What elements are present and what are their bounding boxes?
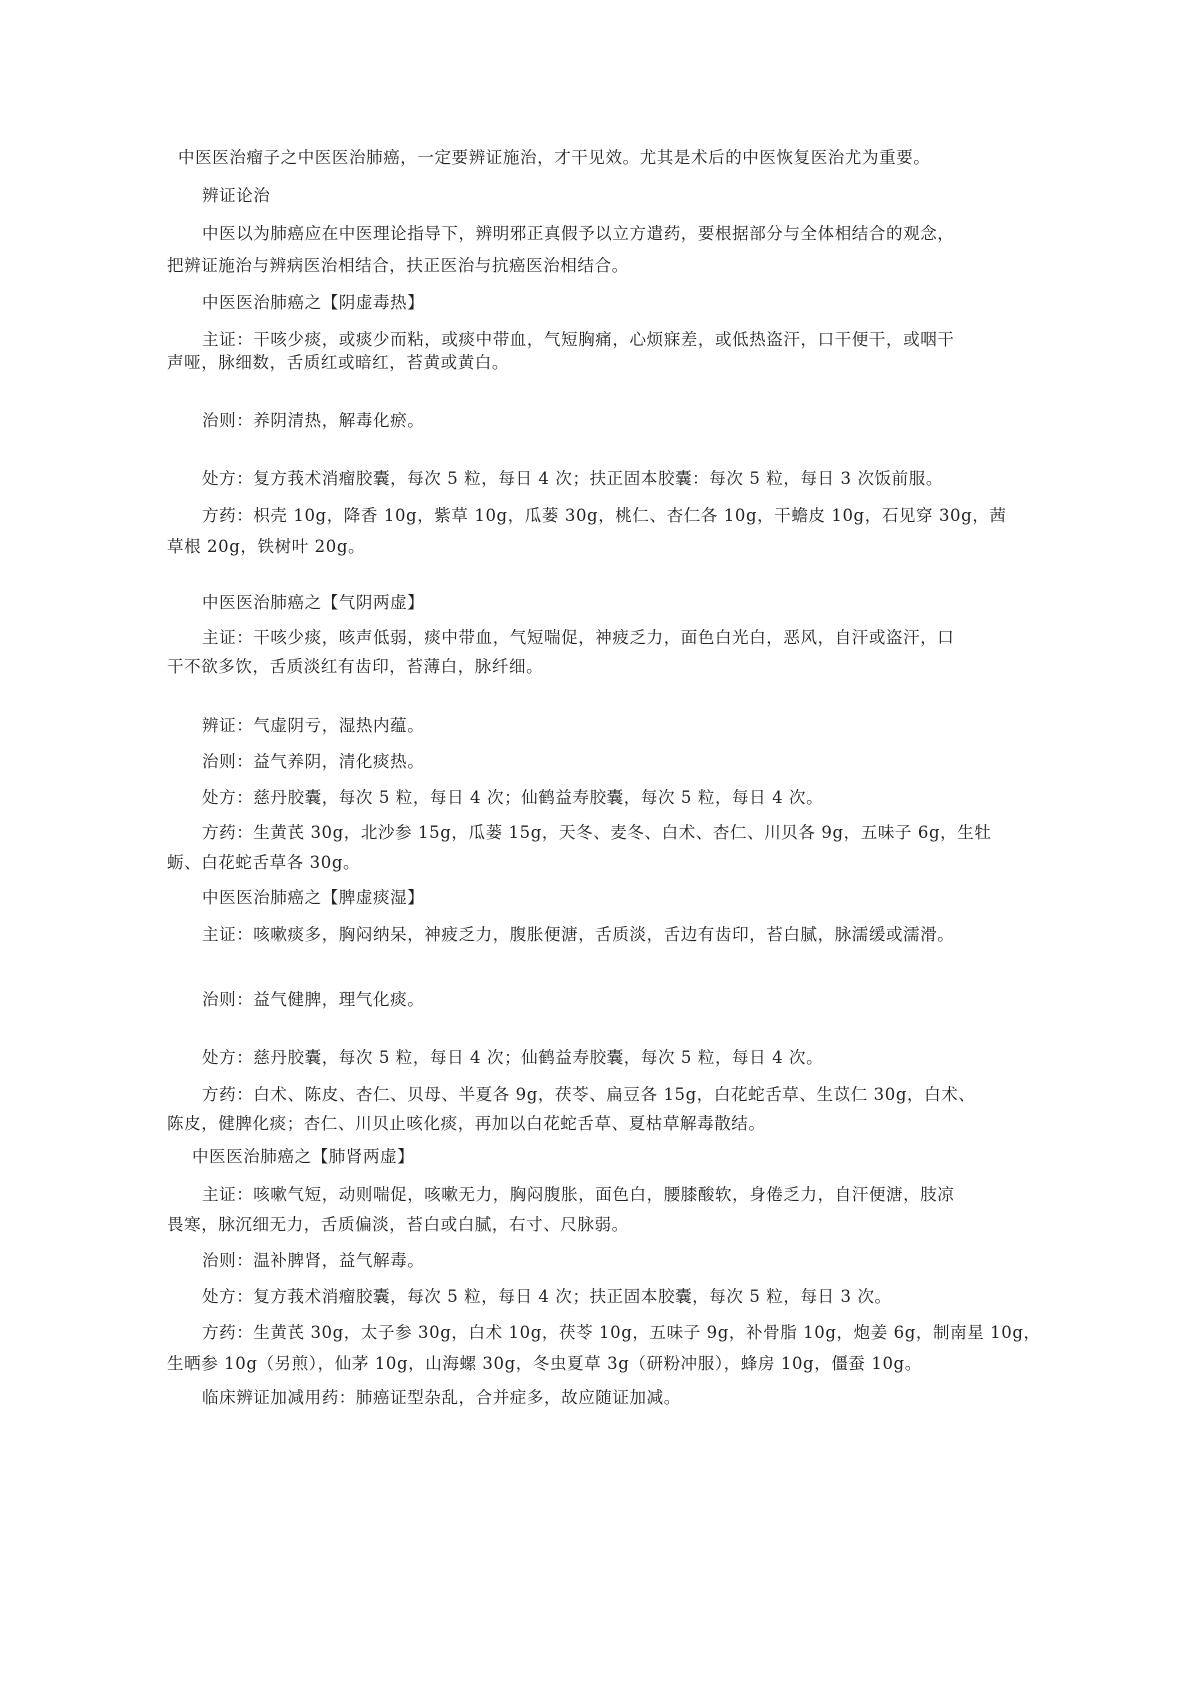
paragraph-line: 陈皮，健脾化痰；杏仁、川贝止咳化痰，再加以白花蛇舌草、夏枯草解毒散结。 xyxy=(167,1114,766,1133)
paragraph-line: 处方：复方莪术消瘤胶囊，每次 5 粒，每日 4 次；扶正固本胶囊：每次 5 粒，每日 3 次饭前服。 xyxy=(202,469,943,488)
subsection-heading: 中医医治肺癌之【肺肾两虚】 xyxy=(192,1147,415,1166)
paragraph-line: 草根 20g，铁树叶 20g。 xyxy=(167,537,366,556)
paragraph-line: 治则：益气健脾，理气化痰。 xyxy=(202,990,425,1009)
paragraph-line: 畏寒，脉沉细无力，舌质偏淡，苔白或白腻，右寸、尺脉弱。 xyxy=(167,1215,629,1234)
paragraph-line: 辨证：气虚阴亏，湿热内蕴。 xyxy=(202,716,425,735)
paragraph-line: 治则：益气养阴，清化痰热。 xyxy=(202,752,425,771)
paragraph-line: 处方：慈丹胶囊，每次 5 粒，每日 4 次；仙鹤益寿胶囊，每次 5 粒，每日 4 次。 xyxy=(202,1048,824,1067)
paragraph-line: 主证：干咳少痰，或痰少而粘，或痰中带血，气短胸痛，心烦寐差，或低热盗汗，口干便干，或咽干 xyxy=(202,330,955,349)
paragraph-line: 干不欲多饮，舌质淡红有齿印，苔薄白，脉纤细。 xyxy=(167,657,544,676)
paragraph-line: 主证：干咳少痰，咳声低弱，痰中带血，气短喘促，神疲乏力，面色白光白，恶风，自汗或盗汗，口 xyxy=(202,628,955,647)
paragraph-line: 声哑，脉细数，舌质红或暗红，苔黄或黄白。 xyxy=(167,353,509,372)
paragraph-line: 处方：慈丹胶囊，每次 5 粒，每日 4 次；仙鹤益寿胶囊，每次 5 粒，每日 4 次。 xyxy=(202,788,824,807)
paragraph-line: 生晒参 10g（另煎），仙茅 10g，山海螺 30g，冬虫夏草 3g（研粉冲服），蜂房 10g，僵蚕 10g。 xyxy=(167,1354,922,1373)
subsection-heading: 中医医治肺癌之【脾虚痰湿】 xyxy=(202,888,425,907)
paragraph-line: 主证：咳嗽气短，动则喘促，咳嗽无力，胸闷腹胀，面色白，腰膝酸软，身倦乏力，自汗便溏，肢凉 xyxy=(202,1185,955,1204)
subsection-heading: 中医医治肺癌之【气阴两虚】 xyxy=(202,593,425,612)
paragraph-line: 处方：复方莪术消瘤胶囊，每次 5 粒，每日 4 次；扶正固本胶囊，每次 5 粒，每日 3 次。 xyxy=(202,1287,892,1306)
paragraph-line: 主证：咳嗽痰多，胸闷纳呆，神疲乏力，腹胀便溏，舌质淡，舌边有齿印，苔白腻，脉濡缓或濡滑。 xyxy=(202,925,955,944)
paragraph-line: 蛎、白花蛇舌草各 30g。 xyxy=(167,853,361,872)
paragraph-line: 临床辨证加减用药：肺癌证型杂乱，合并症多，故应随证加减。 xyxy=(202,1388,681,1407)
paragraph-line: 方药：生黄芪 30g，北沙参 15g，瓜蒌 15g，天冬、麦冬、白术、杏仁、川贝各 9g，五味子 6g，生牡 xyxy=(202,823,992,842)
paragraph-line: 方药：白术、陈皮、杏仁、贝母、半夏各 9g，茯苓、扁豆各 15g，白花蛇舌草、生苡仁 30g，白术、 xyxy=(202,1085,976,1104)
paragraph-line: 方药：枳壳 10g，降香 10g，紫草 10g，瓜蒌 30g，桃仁、杏仁各 10g，干蟾皮 10g，石见穿 30g，茜 xyxy=(202,506,1007,525)
paragraph-line: 方药：生黄芪 30g，太子参 30g，白术 10g，茯苓 10g，五味子 9g，补骨脂 10g，炮姜 6g，制南星 10g， xyxy=(202,1323,1041,1342)
paragraph-line: 治则：养阴清热，解毒化瘀。 xyxy=(202,411,425,430)
paragraph-line: 治则：温补脾肾，益气解毒。 xyxy=(202,1251,425,1270)
section-heading: 辨证论治 xyxy=(202,186,271,205)
intro-paragraph: 中医医治瘤子之中医医治肺癌，一定要辨证施治，才干见效。尤其是术后的中医恢复医治尤为重要。 xyxy=(178,148,931,167)
paragraph-line: 把辨证施治与辨病医治相结合，扶正医治与抗癌医治相结合。 xyxy=(167,256,629,275)
paragraph-line: 中医以为肺癌应在中医理论指导下，辨明邪正真假予以立方遣药，要根据部分与全体相结合的观念， xyxy=(202,224,955,243)
subsection-heading: 中医医治肺癌之【阴虚毒热】 xyxy=(202,293,425,312)
